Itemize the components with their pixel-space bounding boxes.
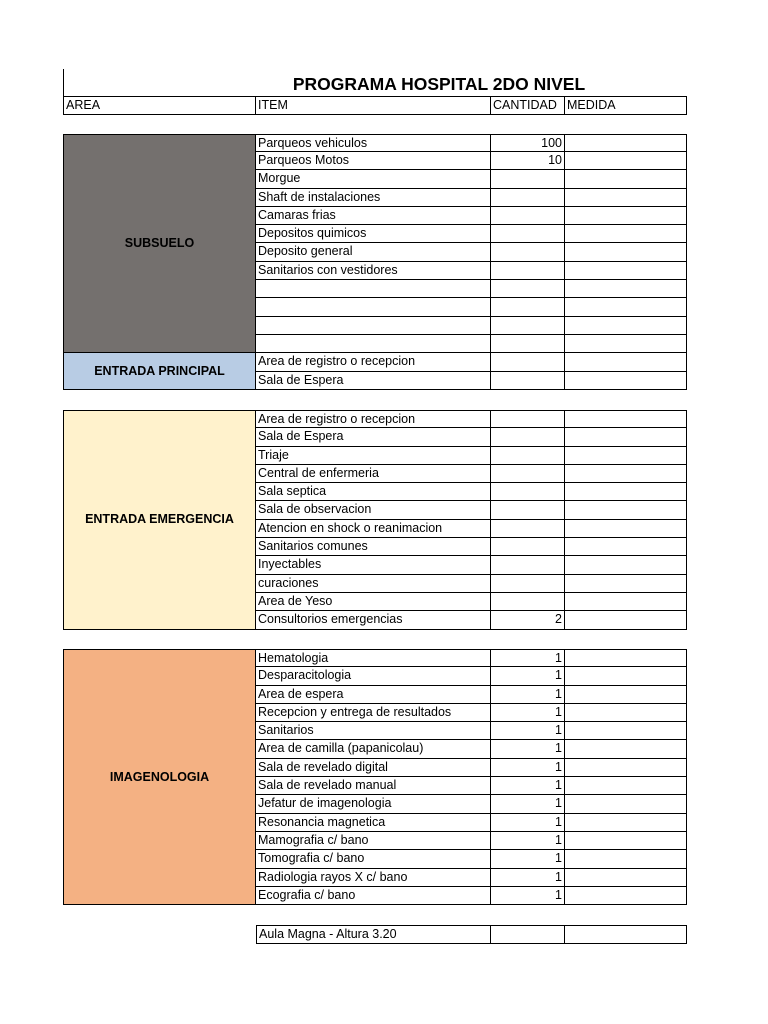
cantidad-cell: 100 (491, 134, 565, 152)
medida-cell (565, 704, 687, 722)
cantidad-cell (491, 925, 565, 944)
item-cell: Atencion en shock o reanimacion (256, 520, 491, 538)
item-cell: Depositos quimicos (256, 225, 491, 243)
medida-cell (565, 593, 687, 611)
cantidad-cell: 1 (491, 814, 565, 832)
medida-cell (565, 317, 687, 335)
cantidad-cell (491, 465, 565, 483)
cantidad-cell: 1 (491, 887, 565, 905)
cantidad-cell: 10 (491, 152, 565, 170)
header-cantidad: CANTIDAD (491, 96, 565, 115)
cantidad-cell (491, 243, 565, 261)
item-cell: Ecografia c/ bano (256, 887, 491, 905)
item-cell: Camaras frias (256, 207, 491, 225)
medida-cell (565, 686, 687, 704)
item-cell: Area de Yeso (256, 593, 491, 611)
cantidad-cell: 1 (491, 850, 565, 868)
cantidad-cell (491, 447, 565, 465)
item-cell: Deposito general (256, 243, 491, 261)
cantidad-cell (491, 428, 565, 446)
table-block-subsuelo (63, 134, 687, 390)
item-cell: Sala de revelado manual (256, 777, 491, 795)
item-cell: Area de espera (256, 686, 491, 704)
cantidad-cell (491, 520, 565, 538)
medida-cell (565, 207, 687, 225)
cantidad-cell: 2 (491, 611, 565, 629)
item-cell: Morgue (256, 170, 491, 188)
item-cell: Sala de Espera (256, 428, 491, 446)
item-cell (256, 280, 491, 298)
medida-cell (565, 556, 687, 574)
cantidad-cell: 1 (491, 777, 565, 795)
medida-cell (565, 795, 687, 813)
medida-cell (565, 887, 687, 905)
item-cell: Area de registro o recepcion (256, 410, 491, 428)
item-cell: Sanitarios (256, 722, 491, 740)
item-cell: Resonancia magnetica (256, 814, 491, 832)
cantidad-cell (491, 538, 565, 556)
header-medida: MEDIDA (565, 96, 687, 115)
table-block-extra (63, 925, 687, 944)
table-block-emergencia (63, 410, 687, 630)
cantidad-cell: 1 (491, 667, 565, 685)
cantidad-cell (491, 262, 565, 280)
medida-cell (565, 447, 687, 465)
cantidad-cell: 1 (491, 795, 565, 813)
medida-cell (565, 152, 687, 170)
medida-cell (565, 777, 687, 795)
medida-cell (565, 298, 687, 316)
medida-cell (565, 243, 687, 261)
cantidad-cell: 1 (491, 686, 565, 704)
medida-cell (565, 189, 687, 207)
item-cell: curaciones (256, 575, 491, 593)
medida-cell (565, 465, 687, 483)
medida-cell (565, 722, 687, 740)
header-item: ITEM (256, 96, 491, 115)
item-cell: Recepcion y entrega de resultados (256, 704, 491, 722)
item-cell: Central de enfermeria (256, 465, 491, 483)
area-label: ENTRADA EMERGENCIA (63, 410, 256, 630)
cantidad-cell (491, 575, 565, 593)
area-label: ENTRADA PRINCIPAL (63, 353, 256, 390)
medida-cell (565, 925, 687, 944)
cantidad-cell (491, 280, 565, 298)
cantidad-cell (491, 501, 565, 519)
item-cell (256, 317, 491, 335)
cantidad-cell: 1 (491, 649, 565, 667)
medida-cell (565, 814, 687, 832)
medida-cell (565, 869, 687, 887)
sheet-left-border (63, 69, 64, 96)
medida-cell (565, 170, 687, 188)
item-cell: Tomografia c/ bano (256, 850, 491, 868)
cantidad-cell (491, 353, 565, 371)
medida-cell (565, 538, 687, 556)
header-area: AREA (63, 96, 256, 115)
medida-cell (565, 372, 687, 390)
cantidad-cell (491, 556, 565, 574)
medida-cell (565, 649, 687, 667)
item-cell (256, 298, 491, 316)
medida-cell (565, 611, 687, 629)
medida-cell (565, 501, 687, 519)
medida-cell (565, 667, 687, 685)
medida-cell (565, 759, 687, 777)
area-label: IMAGENOLOGIA (63, 649, 256, 905)
item-cell: Inyectables (256, 556, 491, 574)
medida-cell (565, 850, 687, 868)
medida-cell (565, 353, 687, 371)
item-cell: Sanitarios comunes (256, 538, 491, 556)
cantidad-cell (491, 170, 565, 188)
medida-cell (565, 225, 687, 243)
cantidad-cell (491, 483, 565, 501)
item-cell: Mamografia c/ bano (256, 832, 491, 850)
item-cell: Aula Magna - Altura 3.20 (256, 925, 491, 944)
cantidad-cell: 1 (491, 722, 565, 740)
item-cell: Parqueos Motos (256, 152, 491, 170)
cantidad-cell (491, 207, 565, 225)
medida-cell (565, 520, 687, 538)
cantidad-cell (491, 225, 565, 243)
medida-cell (565, 134, 687, 152)
cantidad-cell (491, 317, 565, 335)
medida-cell (565, 483, 687, 501)
table-block-imagenologia (63, 649, 687, 905)
item-cell: Sala de Espera (256, 372, 491, 390)
medida-cell (565, 335, 687, 353)
item-cell: Area de registro o recepcion (256, 353, 491, 371)
medida-cell (565, 740, 687, 758)
cantidad-cell (491, 372, 565, 390)
item-cell: Radiologia rayos X c/ bano (256, 869, 491, 887)
cantidad-cell: 1 (491, 704, 565, 722)
item-cell: Shaft de instalaciones (256, 189, 491, 207)
item-cell: Parqueos vehiculos (256, 134, 491, 152)
cantidad-cell (491, 298, 565, 316)
cantidad-cell (491, 189, 565, 207)
item-cell: Area de camilla (papanicolau) (256, 740, 491, 758)
item-cell (256, 335, 491, 353)
cantidad-cell (491, 410, 565, 428)
item-cell: Jefatur de imagenologia (256, 795, 491, 813)
medida-cell (565, 832, 687, 850)
cantidad-cell: 1 (491, 832, 565, 850)
item-cell: Consultorios emergencias (256, 611, 491, 629)
header-row (63, 96, 687, 115)
cantidad-cell: 1 (491, 759, 565, 777)
medida-cell (565, 280, 687, 298)
medida-cell (565, 410, 687, 428)
item-cell: Sanitarios con vestidores (256, 262, 491, 280)
medida-cell (565, 575, 687, 593)
cantidad-cell (491, 593, 565, 611)
page-title: PROGRAMA HOSPITAL 2DO NIVEL (292, 74, 586, 94)
item-cell: Sala de observacion (256, 501, 491, 519)
cantidad-cell: 1 (491, 740, 565, 758)
medida-cell (565, 428, 687, 446)
item-cell: Hematologia (256, 649, 491, 667)
medida-cell (565, 262, 687, 280)
area-label: SUBSUELO (63, 134, 256, 353)
item-cell: Triaje (256, 447, 491, 465)
item-cell: Desparacitologia (256, 667, 491, 685)
cantidad-cell (491, 335, 565, 353)
cantidad-cell: 1 (491, 869, 565, 887)
item-cell: Sala septica (256, 483, 491, 501)
item-cell: Sala de revelado digital (256, 759, 491, 777)
